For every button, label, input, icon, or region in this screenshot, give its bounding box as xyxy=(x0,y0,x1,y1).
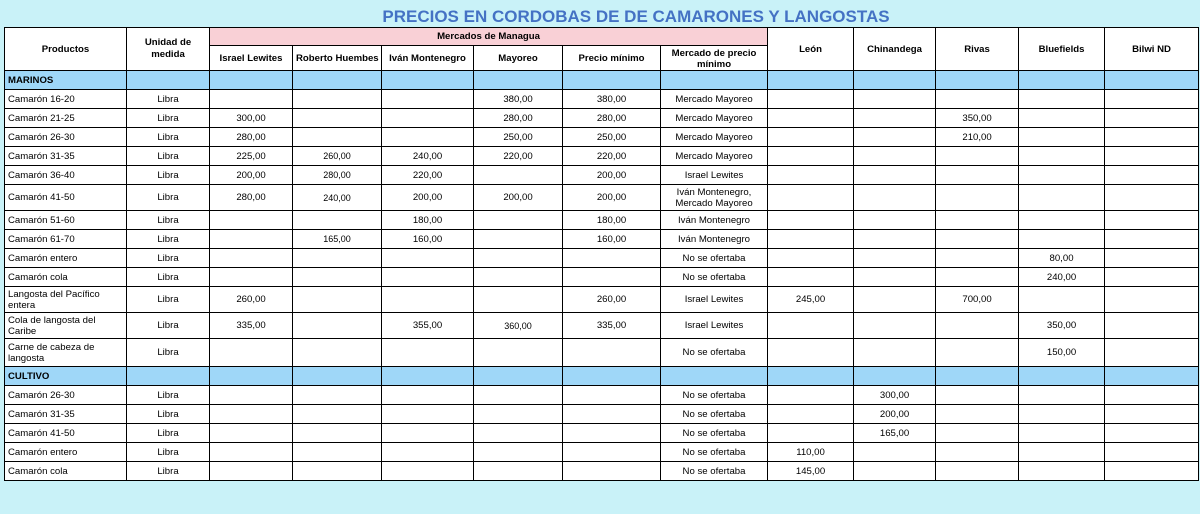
cell-bilwi xyxy=(1105,166,1199,185)
cell-ivan xyxy=(382,268,474,287)
cell-roberto xyxy=(293,339,382,367)
col-header-chinandega: Chinandega xyxy=(854,28,936,71)
cell-mayoreo: 220,00 xyxy=(474,147,563,166)
cell-bluefields: 150,00 xyxy=(1019,339,1105,367)
cell-ivan: 220,00 xyxy=(382,166,474,185)
cell-ivan xyxy=(382,339,474,367)
cell-bluefields: 80,00 xyxy=(1019,249,1105,268)
cell-chinandega: 300,00 xyxy=(854,386,936,405)
cell-leon xyxy=(768,166,854,185)
table-row xyxy=(5,166,1199,185)
cell-bilwi xyxy=(1105,386,1199,405)
section-cell xyxy=(854,71,936,90)
cell-leon xyxy=(768,230,854,249)
cell-roberto: 260,00 xyxy=(293,147,382,166)
cell-bilwi xyxy=(1105,405,1199,424)
cell-chinandega xyxy=(854,128,936,147)
cell-roberto xyxy=(293,386,382,405)
cell-mayoreo xyxy=(474,405,563,424)
cell-mercado: Mercado Mayoreo xyxy=(661,128,768,147)
table-row xyxy=(5,313,1199,339)
cell-minimo xyxy=(563,268,661,287)
cell-unidad: Libra xyxy=(127,249,210,268)
col-header-bilwi: Bilwi ND xyxy=(1105,28,1199,71)
cell-mayoreo xyxy=(474,462,563,481)
cell-unidad: Libra xyxy=(127,268,210,287)
table-row xyxy=(5,424,1199,443)
cell-bluefields xyxy=(1019,166,1105,185)
cell-minimo: 200,00 xyxy=(563,166,661,185)
cell-bluefields xyxy=(1019,128,1105,147)
cell-ivan xyxy=(382,424,474,443)
table-row xyxy=(5,109,1199,128)
cell-rivas xyxy=(936,211,1019,230)
section-cell xyxy=(382,71,474,90)
cell-mayoreo xyxy=(474,443,563,462)
cell-producto: Camarón entero xyxy=(5,249,127,268)
cell-producto: Camarón 41-50 xyxy=(5,185,127,211)
cell-rivas xyxy=(936,166,1019,185)
col-header-bluefields: Bluefields xyxy=(1019,28,1105,71)
cell-leon: 110,00 xyxy=(768,443,854,462)
cell-chinandega xyxy=(854,249,936,268)
cell-unidad: Libra xyxy=(127,185,210,211)
cell-bilwi xyxy=(1105,185,1199,211)
cell-bluefields xyxy=(1019,443,1105,462)
table-row xyxy=(5,128,1199,147)
cell-mercado: No se ofertaba xyxy=(661,405,768,424)
table-row xyxy=(5,211,1199,230)
section-cell xyxy=(127,367,210,386)
cell-producto: Camarón 31-35 xyxy=(5,405,127,424)
cell-unidad: Libra xyxy=(127,287,210,313)
cell-unidad: Libra xyxy=(127,109,210,128)
cell-rivas xyxy=(936,185,1019,211)
cell-minimo: 380,00 xyxy=(563,90,661,109)
cell-leon xyxy=(768,185,854,211)
cell-bluefields xyxy=(1019,424,1105,443)
cell-israel xyxy=(210,386,293,405)
cell-bluefields xyxy=(1019,147,1105,166)
section-cell xyxy=(293,71,382,90)
cell-mayoreo xyxy=(474,166,563,185)
cell-unidad: Libra xyxy=(127,230,210,249)
cell-ivan xyxy=(382,109,474,128)
cell-producto: Camarón 21-25 xyxy=(5,109,127,128)
col-header-unidad: Unidad de medida xyxy=(127,28,210,71)
col-header-rivas: Rivas xyxy=(936,28,1019,71)
cell-roberto: 165,00 xyxy=(293,230,382,249)
cell-roberto xyxy=(293,249,382,268)
cell-bluefields xyxy=(1019,405,1105,424)
cell-minimo xyxy=(563,249,661,268)
cell-bilwi xyxy=(1105,443,1199,462)
col-header-mayoreo: Mayoreo xyxy=(474,46,563,71)
cell-rivas: 210,00 xyxy=(936,128,1019,147)
cell-minimo: 200,00 xyxy=(563,185,661,211)
table-row xyxy=(5,386,1199,405)
cell-roberto xyxy=(293,90,382,109)
cell-roberto xyxy=(293,287,382,313)
cell-mayoreo xyxy=(474,268,563,287)
cell-bilwi xyxy=(1105,249,1199,268)
cell-minimo xyxy=(563,443,661,462)
cell-leon xyxy=(768,211,854,230)
cell-mercado: Israel Lewites xyxy=(661,166,768,185)
cell-mercado: No se ofertaba xyxy=(661,424,768,443)
cell-minimo: 250,00 xyxy=(563,128,661,147)
cell-israel xyxy=(210,443,293,462)
cell-israel xyxy=(210,249,293,268)
cell-bilwi xyxy=(1105,147,1199,166)
cell-bilwi xyxy=(1105,211,1199,230)
cell-producto: Camarón 41-50 xyxy=(5,424,127,443)
table-row xyxy=(5,443,1199,462)
cell-leon xyxy=(768,313,854,339)
cell-bluefields: 240,00 xyxy=(1019,268,1105,287)
cell-minimo xyxy=(563,424,661,443)
cell-israel xyxy=(210,211,293,230)
cell-unidad: Libra xyxy=(127,443,210,462)
cell-roberto: 280,00 xyxy=(293,166,382,185)
table-row xyxy=(5,230,1199,249)
cell-chinandega xyxy=(854,147,936,166)
cell-bilwi xyxy=(1105,313,1199,339)
cell-mercado: No se ofertaba xyxy=(661,462,768,481)
cell-mercado: Iván Montenegro, Mercado Mayoreo xyxy=(661,185,768,211)
cell-mercado: Israel Lewites xyxy=(661,287,768,313)
cell-bilwi xyxy=(1105,230,1199,249)
cell-ivan xyxy=(382,405,474,424)
cell-producto: Camarón 36-40 xyxy=(5,166,127,185)
cell-unidad: Libra xyxy=(127,424,210,443)
cell-producto: Camarón 16-20 xyxy=(5,90,127,109)
cell-producto: Camarón cola xyxy=(5,268,127,287)
cell-minimo xyxy=(563,405,661,424)
cell-producto: Cola de langosta del Caribe xyxy=(5,313,127,339)
cell-rivas: 700,00 xyxy=(936,287,1019,313)
cell-chinandega xyxy=(854,166,936,185)
cell-ivan xyxy=(382,386,474,405)
cell-bilwi xyxy=(1105,109,1199,128)
section-cell xyxy=(563,367,661,386)
section-cell xyxy=(1019,71,1105,90)
cell-mayoreo: 200,00 xyxy=(474,185,563,211)
cell-roberto: 240,00 xyxy=(293,185,382,211)
cell-bilwi xyxy=(1105,90,1199,109)
cell-ivan xyxy=(382,287,474,313)
section-cell xyxy=(1019,367,1105,386)
cell-chinandega: 200,00 xyxy=(854,405,936,424)
page-title: PRECIOS EN CORDOBAS DE DE CAMARONES Y LANGOSTAS xyxy=(382,7,890,26)
cell-roberto xyxy=(293,462,382,481)
section-cell xyxy=(127,71,210,90)
section-cell xyxy=(382,367,474,386)
section-cell xyxy=(210,367,293,386)
cell-mercado: No se ofertaba xyxy=(661,268,768,287)
cell-israel xyxy=(210,405,293,424)
cell-unidad: Libra xyxy=(127,90,210,109)
cell-producto: Langosta del Pacífico entera xyxy=(5,287,127,313)
cell-israel xyxy=(210,424,293,443)
cell-bilwi xyxy=(1105,128,1199,147)
section-label: MARINOS xyxy=(5,71,127,90)
cell-israel xyxy=(210,462,293,481)
cell-rivas: 350,00 xyxy=(936,109,1019,128)
col-header-precio-minimo: Precio mínimo xyxy=(563,46,661,71)
cell-producto: Camarón 61-70 xyxy=(5,230,127,249)
cell-mayoreo xyxy=(474,386,563,405)
cell-leon xyxy=(768,424,854,443)
cell-ivan: 355,00 xyxy=(382,313,474,339)
cell-unidad: Libra xyxy=(127,386,210,405)
cell-rivas xyxy=(936,147,1019,166)
table-body xyxy=(5,71,1199,481)
cell-ivan: 160,00 xyxy=(382,230,474,249)
cell-mayoreo: 280,00 xyxy=(474,109,563,128)
cell-israel: 280,00 xyxy=(210,185,293,211)
cell-rivas xyxy=(936,386,1019,405)
cell-ivan: 180,00 xyxy=(382,211,474,230)
cell-israel xyxy=(210,339,293,367)
col-header-leon: León xyxy=(768,28,854,71)
cell-bluefields xyxy=(1019,211,1105,230)
cell-bluefields xyxy=(1019,230,1105,249)
cell-unidad: Libra xyxy=(127,166,210,185)
section-cell xyxy=(936,71,1019,90)
cell-chinandega: 165,00 xyxy=(854,424,936,443)
cell-israel: 335,00 xyxy=(210,313,293,339)
cell-chinandega xyxy=(854,443,936,462)
cell-rivas xyxy=(936,405,1019,424)
cell-leon xyxy=(768,386,854,405)
cell-israel: 225,00 xyxy=(210,147,293,166)
cell-ivan: 200,00 xyxy=(382,185,474,211)
cell-ivan xyxy=(382,128,474,147)
cell-rivas xyxy=(936,313,1019,339)
section-cell xyxy=(936,367,1019,386)
table-row xyxy=(5,90,1199,109)
table-row xyxy=(5,462,1199,481)
cell-bilwi xyxy=(1105,287,1199,313)
cell-minimo xyxy=(563,386,661,405)
cell-mayoreo xyxy=(474,287,563,313)
cell-mercado: Iván Montenegro xyxy=(661,230,768,249)
cell-chinandega xyxy=(854,90,936,109)
cell-rivas xyxy=(936,424,1019,443)
col-header-mercado-precio-minimo: Mercado de precio mínimo xyxy=(661,46,768,71)
table-row xyxy=(5,287,1199,313)
cell-israel: 200,00 xyxy=(210,166,293,185)
cell-minimo: 160,00 xyxy=(563,230,661,249)
cell-leon xyxy=(768,147,854,166)
cell-bilwi xyxy=(1105,268,1199,287)
cell-chinandega xyxy=(854,462,936,481)
cell-producto: Camarón 51-60 xyxy=(5,211,127,230)
cell-mercado: No se ofertaba xyxy=(661,249,768,268)
cell-mercado: Iván Montenegro xyxy=(661,211,768,230)
cell-mercado: Israel Lewites xyxy=(661,313,768,339)
section-cell xyxy=(768,367,854,386)
cell-bluefields: 350,00 xyxy=(1019,313,1105,339)
cell-israel: 300,00 xyxy=(210,109,293,128)
cell-rivas xyxy=(936,230,1019,249)
cell-chinandega xyxy=(854,268,936,287)
cell-bilwi xyxy=(1105,339,1199,367)
cell-bluefields xyxy=(1019,287,1105,313)
section-cell xyxy=(768,71,854,90)
cell-ivan xyxy=(382,443,474,462)
cell-ivan xyxy=(382,249,474,268)
cell-mercado: Mercado Mayoreo xyxy=(661,90,768,109)
cell-roberto xyxy=(293,128,382,147)
cell-leon xyxy=(768,90,854,109)
cell-chinandega xyxy=(854,185,936,211)
cell-leon xyxy=(768,339,854,367)
cell-israel: 280,00 xyxy=(210,128,293,147)
section-cell xyxy=(1105,367,1199,386)
cell-chinandega xyxy=(854,339,936,367)
cell-israel xyxy=(210,90,293,109)
cell-mercado: No se ofertaba xyxy=(661,443,768,462)
cell-minimo xyxy=(563,339,661,367)
cell-leon: 245,00 xyxy=(768,287,854,313)
section-row-marinos xyxy=(5,71,1199,90)
cell-unidad: Libra xyxy=(127,211,210,230)
section-cell xyxy=(661,367,768,386)
section-row-cultivo xyxy=(5,367,1199,386)
cell-chinandega xyxy=(854,287,936,313)
cell-minimo: 180,00 xyxy=(563,211,661,230)
table-row xyxy=(5,339,1199,367)
cell-minimo: 335,00 xyxy=(563,313,661,339)
cell-unidad: Libra xyxy=(127,339,210,367)
cell-mayoreo: 250,00 xyxy=(474,128,563,147)
cell-israel xyxy=(210,230,293,249)
cell-israel xyxy=(210,268,293,287)
cell-roberto xyxy=(293,109,382,128)
price-table xyxy=(4,27,1199,481)
cell-leon: 145,00 xyxy=(768,462,854,481)
cell-leon xyxy=(768,268,854,287)
cell-rivas xyxy=(936,443,1019,462)
cell-mayoreo xyxy=(474,249,563,268)
cell-producto: Camarón cola xyxy=(5,462,127,481)
cell-chinandega xyxy=(854,230,936,249)
cell-producto: Camarón 26-30 xyxy=(5,128,127,147)
cell-rivas xyxy=(936,249,1019,268)
cell-mercado: Mercado Mayoreo xyxy=(661,109,768,128)
section-cell xyxy=(293,367,382,386)
cell-unidad: Libra xyxy=(127,147,210,166)
table-row xyxy=(5,249,1199,268)
cell-producto: Camarón 31-35 xyxy=(5,147,127,166)
section-label: CULTIVO xyxy=(5,367,127,386)
cell-leon xyxy=(768,249,854,268)
cell-leon xyxy=(768,109,854,128)
col-header-israel: Israel Lewites xyxy=(210,46,293,71)
cell-unidad: Libra xyxy=(127,462,210,481)
cell-unidad: Libra xyxy=(127,313,210,339)
cell-chinandega xyxy=(854,313,936,339)
cell-bluefields xyxy=(1019,462,1105,481)
table-row xyxy=(5,405,1199,424)
section-cell xyxy=(1105,71,1199,90)
cell-bilwi xyxy=(1105,424,1199,443)
cell-unidad: Libra xyxy=(127,405,210,424)
table-row xyxy=(5,185,1199,211)
cell-roberto xyxy=(293,424,382,443)
cell-roberto xyxy=(293,443,382,462)
header-row-1 xyxy=(5,28,1199,46)
cell-minimo xyxy=(563,462,661,481)
cell-minimo: 220,00 xyxy=(563,147,661,166)
cell-mercado: No se ofertaba xyxy=(661,386,768,405)
cell-minimo: 280,00 xyxy=(563,109,661,128)
col-header-roberto: Roberto Huembes xyxy=(293,46,382,71)
cell-roberto xyxy=(293,405,382,424)
cell-leon xyxy=(768,128,854,147)
cell-rivas xyxy=(936,462,1019,481)
section-cell xyxy=(474,71,563,90)
table-row xyxy=(5,268,1199,287)
cell-roberto xyxy=(293,268,382,287)
cell-ivan: 240,00 xyxy=(382,147,474,166)
cell-chinandega xyxy=(854,211,936,230)
cell-chinandega xyxy=(854,109,936,128)
cell-bilwi xyxy=(1105,462,1199,481)
col-header-productos: Productos xyxy=(5,28,127,71)
cell-roberto xyxy=(293,211,382,230)
cell-rivas xyxy=(936,90,1019,109)
col-header-ivan: Iván Montenegro xyxy=(382,46,474,71)
cell-roberto xyxy=(293,313,382,339)
section-cell xyxy=(563,71,661,90)
section-cell xyxy=(661,71,768,90)
cell-bluefields xyxy=(1019,90,1105,109)
cell-mayoreo: 360,00 xyxy=(474,313,563,339)
cell-bluefields xyxy=(1019,386,1105,405)
cell-mercado: Mercado Mayoreo xyxy=(661,147,768,166)
cell-mayoreo xyxy=(474,211,563,230)
cell-israel: 260,00 xyxy=(210,287,293,313)
cell-producto: Carne de cabeza de langosta xyxy=(5,339,127,367)
cell-mayoreo xyxy=(474,339,563,367)
col-header-mercados-managua: Mercados de Managua xyxy=(210,28,768,46)
cell-mayoreo xyxy=(474,424,563,443)
cell-producto: Camarón entero xyxy=(5,443,127,462)
cell-mercado: No se ofertaba xyxy=(661,339,768,367)
cell-unidad: Libra xyxy=(127,128,210,147)
table-row xyxy=(5,147,1199,166)
cell-ivan xyxy=(382,462,474,481)
cell-ivan xyxy=(382,90,474,109)
cell-bluefields xyxy=(1019,185,1105,211)
cell-producto: Camarón 26-30 xyxy=(5,386,127,405)
cell-rivas xyxy=(936,339,1019,367)
cell-bluefields xyxy=(1019,109,1105,128)
cell-mayoreo xyxy=(474,230,563,249)
cell-mayoreo: 380,00 xyxy=(474,90,563,109)
section-cell xyxy=(474,367,563,386)
section-cell xyxy=(854,367,936,386)
cell-leon xyxy=(768,405,854,424)
section-cell xyxy=(210,71,293,90)
cell-minimo: 260,00 xyxy=(563,287,661,313)
cell-rivas xyxy=(936,268,1019,287)
